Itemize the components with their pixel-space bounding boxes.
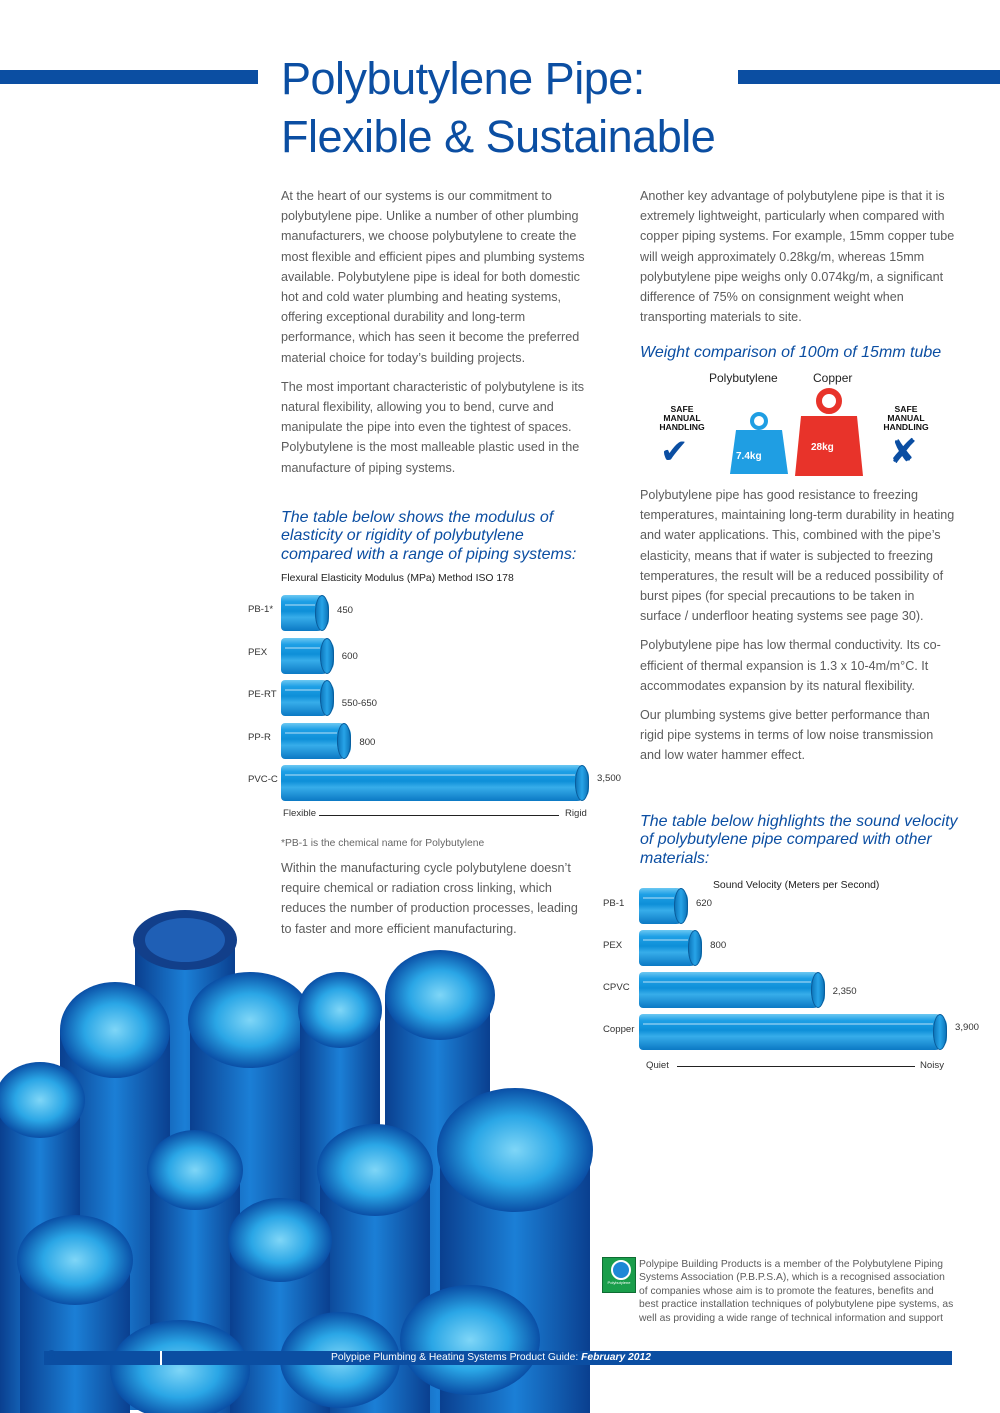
noise-paragraph: Our plumbing systems give better performance than rigid pipe systems in terms of low noise transmission and low water hammer effect.: [640, 708, 934, 763]
pipe-bar: [639, 888, 688, 924]
pbpsa-logo-text: Polybutylene: [607, 1280, 631, 1285]
sound-axis-line: [677, 1066, 915, 1067]
pipe-cluster: [0, 910, 593, 1413]
header-rule-left: [0, 70, 258, 84]
bar-category-label: PVC-C: [248, 774, 278, 785]
sound-chart-title: Sound Velocity (Meters per Second): [713, 880, 880, 891]
pipe-bar: [639, 972, 825, 1008]
bar-value-label: 620: [695, 898, 712, 909]
bar-category-label: PB-1: [603, 898, 625, 909]
page-title-line1: Polybutylene Pipe:: [281, 53, 645, 104]
right-after-text: [640, 485, 956, 775]
intro-paragraph-2: The most important characteristic of polybutylene is its natural flexibility, allowing you to bend, curve and manipulate the pipe into even the tightest of spaces. Polybutylene is the most malleable plastic used in the manufacture of piping systems.: [281, 379, 585, 475]
right-weight-text: [640, 186, 956, 336]
page-number: 6: [47, 1347, 56, 1364]
sound-chart: [602, 876, 992, 1076]
pipe-bar: [281, 638, 334, 674]
bar-category-label: PEX: [603, 940, 623, 951]
copper-label: Copper: [813, 371, 853, 385]
sound-chart-heading: The table below highlights the sound velocity of polybutylene pipe compared with other materials:: [640, 813, 958, 867]
copper-weight-icon: [793, 388, 865, 478]
pipe-bar: [281, 765, 589, 801]
bar-category-label: Copper: [603, 1024, 635, 1035]
weight-paragraph: Another key advantage of polybutylene pipe is that it is extremely lightweight, particularly when compared with copper piping systems. For example, 15mm copper tube will weigh approximately 0.28kg/m, whereas 15mm polybutylene pipe weighs only 0.074kg/m, a significant difference of 75% on consignment weight when transporting materials to site.: [640, 189, 955, 325]
flex-axis-right-label: Rigid: [565, 808, 587, 819]
bar-category-label: CPVC: [603, 982, 630, 993]
cross-icon: ✘: [889, 433, 918, 471]
check-icon: ✔: [660, 433, 689, 471]
bar-value-label: 2,350: [832, 986, 857, 997]
pipe-bar: [281, 723, 351, 759]
bar-category-label: PB-1*: [248, 604, 274, 615]
bar-value-label: 800: [710, 940, 727, 951]
pipe-bar: [639, 1014, 947, 1050]
weight-heading: Weight comparison of 100m of 15mm tube: [640, 344, 942, 361]
flex-chart-footnote: *PB-1 is the chemical name for Polybutylene: [281, 838, 485, 849]
bar-value-label: 3,500: [597, 773, 622, 784]
pbpsa-logo-mark: [611, 1260, 631, 1280]
flex-axis-line: [319, 815, 559, 816]
sound-axis-right-label: Noisy: [920, 1060, 944, 1071]
left-intro-text: [281, 186, 593, 487]
polybutylene-label: Polybutylene: [709, 371, 778, 385]
bar-value-label: 3,900: [955, 1022, 980, 1033]
flex-chart-title: Flexural Elasticity Modulus (MPa) Method ISO 178: [281, 573, 514, 584]
flex-chart-heading: The table below shows the modulus of elasticity or rigidity of polybutylene compared with a range of piping systems:: [281, 509, 577, 563]
page-title-line2: Flexible & Sustainable: [281, 111, 716, 162]
manufacturing-paragraph: Within the manufacturing cycle polybutylene doesn’t require chemical or radiation cross linking, which reduces the number of production processes, leading to faster and more efficient manufacturing.: [281, 861, 578, 936]
thermal-paragraph: Polybutylene pipe has low thermal conductivity. Its co-efficient of thermal expansion is 1.3 x 10-4m/m°C. It accommodates expansion by its natural flexibility.: [640, 638, 941, 693]
membership-text: Polypipe Building Products is a member of the Polybutylene Piping Systems Association (P.B.P.S.A), which is a recognised association of companies whose aim is to promote the features, benefits and best practice installation techniques of polybutylene pipe systems, as well as providing a wide range of technical information and support: [639, 1259, 954, 1324]
bar-category-label: PP-R: [248, 731, 271, 743]
footer-date: February 2012: [581, 1352, 651, 1363]
flex-axis-left-label: Flexible: [283, 808, 317, 819]
pipe-bar: [639, 930, 702, 966]
bar-value-label: 600: [341, 651, 358, 662]
page-title: [281, 50, 801, 166]
bar-value-label: 450: [337, 605, 354, 616]
pipe-bar: [281, 595, 329, 631]
sound-axis-left-label: Quiet: [646, 1060, 669, 1071]
freezing-paragraph: Polybutylene pipe has good resistance to freezing temperatures, maintaining long-term durability in heating and water applications. This, combined with the pipe’s elasticity, means that if water is subjected to freezing temperatures, the result will be a reduced possibility of burst pipes (for special precautions to be taken in surface / underfloor heating systems see page 30).: [640, 488, 955, 624]
pbpsa-logo: [602, 1257, 636, 1293]
footer-text: [331, 1351, 651, 1365]
intro-paragraph-1: At the heart of our systems is our commitment to polybutylene pipe. Unlike a number of other plumbing manufacturers, we choose polybutylene to create the most flexible and efficient pipes and plumbing systems available. Polybutylene pipe is ideal for both domestic hot and cold water plumbing and heating systems, offering exceptional durability and long-term performance, which has seen it become the preferred material choice for today’s building projects.: [281, 189, 585, 365]
footer-divider: [160, 1351, 162, 1365]
bar-value-label: 550-650: [341, 698, 378, 709]
copper-weight-value: 28kg: [811, 442, 834, 453]
safe-handling-left: SAFE MANUAL HANDLING: [659, 404, 705, 432]
bar-category-label: PE-RT: [248, 689, 277, 700]
poly-weight-icon: [728, 412, 790, 476]
weight-infographic: [648, 368, 948, 478]
poly-weight-value: 7.4kg: [736, 451, 762, 462]
bar-category-label: PEX: [248, 646, 268, 658]
pipes-photo: [0, 900, 623, 1413]
flex-chart: [246, 570, 622, 820]
bar-value-label: 800: [359, 736, 376, 748]
pipe-bar: [281, 680, 334, 716]
footer-guide-title: Polypipe Plumbing & Heating Systems Product Guide:: [331, 1352, 582, 1363]
safe-handling-right: SAFE MANUAL HANDLING: [883, 404, 929, 432]
